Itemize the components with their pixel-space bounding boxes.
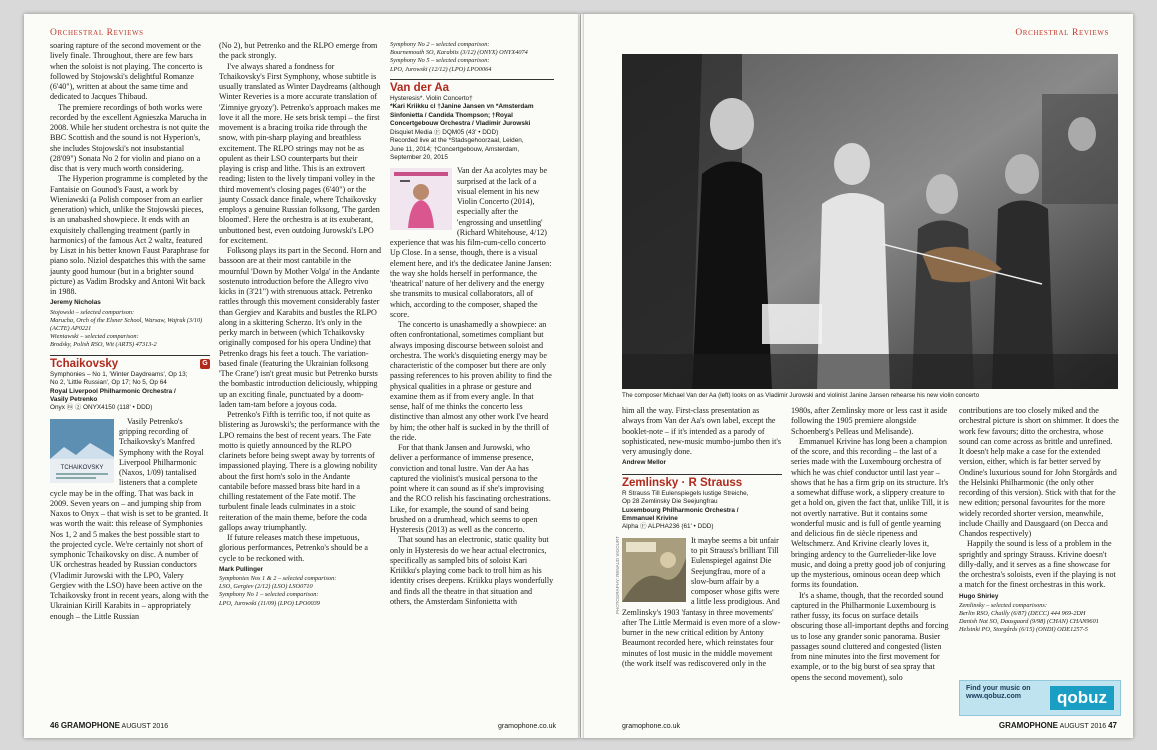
- meta-line: Vasily Petrenko: [50, 395, 98, 403]
- meta-line: No 2, 'Little Russian', Op 17; No 5, Op 64: [50, 379, 167, 387]
- meta-line: Royal Liverpool Philharmonic Orchestra /: [50, 387, 176, 395]
- review-header: [50, 371, 210, 413]
- album-cover-tchaikovsky: [50, 419, 114, 486]
- meta-line: Alpha Ⓕ ALPHA236 (61' • DDD): [622, 523, 714, 531]
- paragraph: If future releases match these impetuous, glorious performances, Petrenko's should be a cycle to be reckoned with.: [219, 533, 368, 563]
- page-number: 47: [1108, 721, 1117, 730]
- page-footer-right: [999, 721, 1117, 730]
- meta-line: Recorded live at the *Stadsgehoorzaal, Leiden,: [390, 137, 524, 145]
- comparison-line: Wieniawski – selected comparison:: [50, 333, 139, 341]
- section-header: Orchestral Reviews: [50, 28, 144, 38]
- right-page: [581, 14, 1133, 738]
- issue-date: AUGUST 2016: [1059, 723, 1107, 730]
- paragraph: Petrenko's Fifth is terrific too, if not quite as blistering as Jurowski's; the performance with the LPO remains the best of recent years. The Fate motto is quietly announced by the RLPO clarinets before being swept away by torrents of impassioned playing. There is a glowing nobility about the first horn's solo in the Andante cantabile before massed brass bite hard in a chilling restatement of the Fate motif. The turbulent finale leads culminates in a stoic reiteration of the main theme, before the coda gallops away triumphantly.: [219, 410, 380, 532]
- comparison-line: Symphonies Nos 1 & 2 – selected comparison:: [219, 575, 337, 582]
- column-2: [791, 406, 951, 683]
- footer-url: gramophone.co.uk: [498, 723, 556, 730]
- reviewer-byline: Jeremy Nicholas: [50, 299, 101, 307]
- comparison-line: Stojowski – selected comparison:: [50, 308, 135, 316]
- paragraph: him all the way. First-class presentation as always from Van der Aa's own label, except the booklet-note – if it's intended as a parody of sophisticated, new-music mumbo-jumbo then it's very amusingly done.: [622, 406, 782, 456]
- comparisons: [50, 309, 210, 350]
- review-title: [390, 79, 554, 93]
- comparison-line: Danish Nat SO, Dausgaard (9/98) (CHAN) CHAN9601: [959, 618, 1099, 626]
- meta-line: Symphonies – No 1, 'Winter Daydreams', Op 13;: [50, 370, 188, 378]
- paragraph: It maybe seems a bit unfair to pit Strauss's brilliant Till Eulenspiegel against Die Seejungfrau, more of a slow-burn affair by a composer whose gifts were a little less prodigious. And Zemlinsky's 1903 'fantasy in three movements' after The Little Mermaid is even more of a slow-burner in the new critical edition by Antony Beaumont recorded here, which reinstates four minutes of lost music in the middle movement (the work itself was rediscovered only in the: [622, 535, 781, 668]
- paragraph: 1980s, after Zemlinsky more or less cast it aside following the 1905 premiere alongside Schoenberg's Pelleas und Melisande).: [791, 406, 948, 436]
- meta-line: Onyx ⓜ ② ONYX4150 (118' • DDD): [50, 404, 153, 412]
- meta-line: Op 28 Zemlinsky Die Seejungfrau: [622, 498, 718, 506]
- paragraph: For that thank Jansen and Jurowski, who deliver a performance of immense presence, conviction and tonal lustre. Van der Aa has captured the violinist's musical persona to the point where it can sound as if she's improvising and the RCO relish his fascinating orchestrations. Like, for example, the sound of sand being brushed on a drumhead, which seems to open Hysteresis (2013) as well as the concerto.: [390, 443, 551, 535]
- comparison-line: Bournemouth SO, Karabits (3/12) (ONYX) ONYX4074: [390, 49, 528, 57]
- meta-line: Concertgebouw Orchestra / Vladimir Jurowski: [390, 120, 531, 128]
- footer-url: gramophone.co.uk: [622, 723, 680, 730]
- left-page: [24, 14, 580, 738]
- paragraph: Emmanuel Krivine has long been a champion of the score, and this recording – the last of a series made with the Luxembourg orchestra of which he was chief conductor until last year – shows that he has a firm grip on its structure. It's a somewhat diffuse work, a slippery creature to get a hold on, given the fact that, unlike Till, it is not overtly narrative. But it contains some wonderful music and is full of gentle yearning and delicious fin de siècle ripeness and Weltschmerz. And Krivine clearly loves it, bringing ardency to the Gurrelieder-like love music, and doing a pretty good job of conjuring up the mysterious, ominous ocean deep which forms its foundation.: [791, 436, 949, 590]
- meta-line: September 20, 2015: [390, 153, 448, 161]
- column-1: [50, 41, 210, 622]
- photo-credit: PHOTOGRAPHY: RENAUD VIGOURT: [615, 536, 620, 614]
- meta-line: Emmanuel Krivine: [622, 514, 678, 522]
- paragraph: (No 2), but Petrenko and the RLPO emerge from the pack strongly.: [219, 41, 378, 61]
- column-3: [959, 406, 1119, 635]
- paragraph: The premiere recordings of both works were recorded by the excellent Agnieszka Marucha in 2008. While her student orchestra is not quite the BBC Scottish and the sound is not Hyperion's, she includes Stojowski's not insubstantial (28'09") Sonata No 2 for violin and piano on a disc that is very much worth considering.: [50, 102, 210, 173]
- meta-line: June 11, 2014; †Concertgebouw, Amsterdam,: [390, 145, 520, 153]
- comparison-line: LPO, Jurowski (11/09) (LPO) LPO0039: [219, 599, 320, 607]
- advert-text: Find your music on www.qobuz.com: [966, 685, 1031, 701]
- meta-line: Sinfonietta / Candida Thompson; †Royal: [390, 111, 513, 119]
- comparisons: [390, 41, 554, 74]
- section-header: Orchestral Reviews: [1015, 28, 1109, 38]
- review-header: [622, 490, 782, 532]
- reviewer-byline: Andrew Mellor: [622, 459, 667, 467]
- paragraph: Vasily Petrenko's gripping recording of Tchaikovsky's Manfred Symphony with the Royal Liverpool Philharmonic (Naxos, 1/09) tantalised listeners that a complete cycle may be in the offing. That was back in 2009. Seven years on – and jumping ship from Naxos to Onyx – that wish is set to be granted. It was worth the wait: this release of Symphonies Nos 1, 2 and 5 makes the best possible start to the projected cycle. We're certainly not short of symphonic Tchaikovsky on disc. A number of UK orchestras headed by Russian conductors (Vladimir Jurowski with the LPO, Valery Gergiev with the LSO) have been active on the Tchaikovsky front in recent years, along with the Ukrainian Kirill Karabits in – appropriately enough – the Little Russian: [50, 416, 209, 621]
- paragraph: Folksong plays its part in the Second. Horn and bassoon are at their most cantabile in the mournful 'Down by Mother Volga' in the Andante sostenuto introduction before the Allegro vivo kicks in (3'21") with strenuous attack. Petrenko rattles through this movement considerably faster than Gergiev and Karabits and bustles the RLPO along in a skittering Scherzo. It's only in the perky march in between (which Tchaikovsky originally composed for his opera Undine) that Petrenko drags his feet a touch. The variation-based finale (featuring the Ukrainian folksong 'The Crane') isn't great music but Petrenko bursts the bombastic introduction deliciously, whipping up an exciting finale, punctuated by a doom-laden tam-tam before a joyous coda.: [219, 246, 381, 409]
- paragraph: The concerto is unashamedly a showpiece: an often confrontational, sometimes compliant but always imposing discourse between soloist and orchestra. The work's disquieting energy may be characteristic of the composer but there are only passing references to his proven ability to find the physical qualities in a phrase or gesture and examine them as if from every angle. In that sense, half of me thinks the concerto less distinctive than almost any other work I've heard by him; the other half is sucked in by the thrill of the ride.: [390, 320, 552, 442]
- review-title-text: Zemlinsky · R Strauss: [622, 476, 743, 489]
- page-number: 46: [50, 721, 59, 730]
- reviewer-byline: Mark Pullinger: [219, 565, 264, 573]
- comparisons: [219, 575, 381, 608]
- album-cover-van-der-aa: [390, 168, 452, 233]
- qobuz-advert[interactable]: [959, 680, 1121, 716]
- meta-line: Luxembourg Philharmonic Orchestra /: [622, 506, 739, 514]
- paragraph: Van der Aa acolytes may be surprised at the lack of a visual element in his new Violin Concerto (2014), especially after the 'engrossing and unsettling' (Richard Whitehouse, 4/12) experience that was his film-cum-cello concerto Up Close. In a sense, though, there is a visual element here, and it's the dedicatee Janine Jansen: the way she holds herself in performance, the 'theatrical' nature of her delivery and the energy she transmits to musical collaborators, all of which, according to the composer, shaped the score.: [390, 166, 552, 319]
- comparison-line: Helsinki PO, Storgårds (6/15) (ONDI) ODE1257-5: [959, 626, 1088, 634]
- paragraph: That sound has an electronic, static quality but only in Hysteresis do we hear actual electronics, specifically as sampled bits of soloist Kari Kriikku's playing come back to troll him as his identity crises deepens. Kriikku plays wonderfully and finds all the theatre in that situation and others, the Amsterdam Sinfonietta with: [390, 535, 554, 606]
- gramophone-choice-badge-icon: G: [200, 359, 210, 369]
- review-title: [50, 355, 210, 369]
- paragraph: The Hyperion programme is completed by the Fantaisie on Gounod's Faust, a work by Wieniawski (a Polish composer from an earlier generation) which, unlike the Stojowski pieces, is an unabashed showpiece. It ends with an exquisitely challenging treatment (partly in harmonics) of the famous Act 2 waltz, featured by Liszt in his better known Faust Paraphrase for piano solo. Niziol despatches this with the same jaunty good humour (but in a brighter sound picture) as Vadim Brodsky and Antoni Wit back in 1988.: [50, 174, 210, 296]
- paragraph: soaring rapture of the second movement or the lively finale. Throughout, there are few bars when the soloist is not playing. The concerto is followed by Stojowski's delightful Romanze (6'40"), written at about the same time and dedicated to Jacques Thibaud.: [50, 41, 203, 102]
- magazine-name: GRAMOPHONE: [60, 721, 120, 730]
- cover-title: TCHAIKOVSKY: [60, 464, 104, 471]
- meta-line: R Strauss Till Eulenspiegels lustige Streiche,: [622, 489, 749, 497]
- meta-line: *Kari Kriikku cl †Janine Jansen vn *Amsterdam: [390, 103, 534, 111]
- issue-date: AUGUST 2016: [121, 723, 169, 730]
- paragraph: contributions are too closely miked and the orchestral picture is short on shimmer. It does the work few favours; ditto the orchestra, whose sound can come across as brittle and unrefined. It doesn't help make a case for the extended version, either, which is far better served by Ondine's luxurious sound for John Storgårds and the Helsinki Philharmonic (the only other recording of this version). Stick with that for the new edition; personal favourites for the more widely recorded shorter version, meanwhile, include Chailly and Dausgaard (on Decca and Chandos respectively): [959, 406, 1119, 538]
- reviewer-byline: Hugo Shirley: [959, 592, 999, 600]
- album-cover-zemlinsky: [622, 538, 686, 605]
- comparison-line: Symphony No 1 – selected comparison:: [219, 591, 319, 599]
- review-title-text: Tchaikovsky: [50, 357, 119, 370]
- qobuz-logo: qobuz: [1050, 686, 1114, 710]
- paragraph: It's a shame, though, that the recorded sound captured in the Philharmonie Luxembourg is rather fussy, its focus on surface details obscuring those all-important depths and forcing us to lose any grander sonic panorama. Busier passages sound cluttered and congested (listen from nine minutes into the first movement for example, or to the big burst of sea spray that opens the second movement), solo: [791, 590, 949, 682]
- paragraph: I've always shared a fondness for Tchaikovsky's First Symphony, whose subtitle is usually translated as Winter Daydreams (although Winter Reveries is a more accurate translation of 'Zimniye gryozy'). Petrenko's approach makes me love it all the more. He sets brisk tempi – the first movement is a bracing troika ride through the snow, with pin-sharp playing and breathless excitement. The RLPO strings may not be as opulent as their LSO counterparts but their playing is crisp and lithe. This is an extrovert reading; listen to the lively timpani volley in the third movement's closing pages (6'40") or the jaunty Cossack dance finale, where Tchaikovsky employs a genuine Russian folksong, 'The garden bloomed'. Here the orchestra is at its exuberant, unbuttoned best, even outdoing Jurowski's LPO for excitement.: [219, 61, 381, 245]
- page-footer-left: [50, 721, 168, 730]
- comparison-line: LSO, Gergiev (2/12) (LSO) LSO0710: [219, 583, 313, 591]
- column-3: [390, 41, 554, 607]
- column-2: [219, 41, 381, 608]
- meta-line: Hysteresis*. Violin Concerto†: [390, 95, 473, 103]
- comparison-line: LPO, Jurowski (12/12) (LPO) LPO0064: [390, 65, 492, 73]
- rehearsal-photo: [622, 54, 1118, 389]
- magazine-name: GRAMOPHONE: [998, 721, 1059, 730]
- photo-caption: The composer Michael Van der Aa (left) looks on as Vladimir Jurowski and violinist Janine Jansen rehearse his new violin concerto: [622, 392, 980, 399]
- comparison-line: Marucha, Orch of the Elsner School, Warsaw, Wajrak (3/10) (ACTE) AP0221: [50, 316, 203, 332]
- comparison-line: Brodsky, Polish RSO, Wit (ARTS) 47313-2: [50, 341, 157, 349]
- comparisons: [959, 602, 1119, 635]
- column-1: [622, 406, 782, 669]
- review-title: [622, 474, 782, 488]
- paragraph: Happily the sound is less of a problem in the sprightly and springy Strauss. Krivine doesn't dilly-dally, and it serves as a fine showcase for the orchestra's soloists, even if the playing is not a match for the finest orchestras in this work.: [959, 539, 1116, 590]
- comparison-line: Symphony No 2 – selected comparison:: [390, 41, 490, 48]
- review-header: [390, 95, 554, 162]
- review-title-text: Van der Aa: [390, 81, 450, 94]
- comparison-line: Symphony No 5 – selected comparison:: [390, 57, 490, 65]
- comparison-line: Zemlinsky – selected comparisons:: [959, 601, 1047, 609]
- meta-line: Disquiet Media Ⓕ DQM05 (43' • DDD): [390, 128, 499, 136]
- comparison-line: Berlin RSO, Chailly (6/87) (DECC) 444 969-2DH: [959, 609, 1086, 617]
